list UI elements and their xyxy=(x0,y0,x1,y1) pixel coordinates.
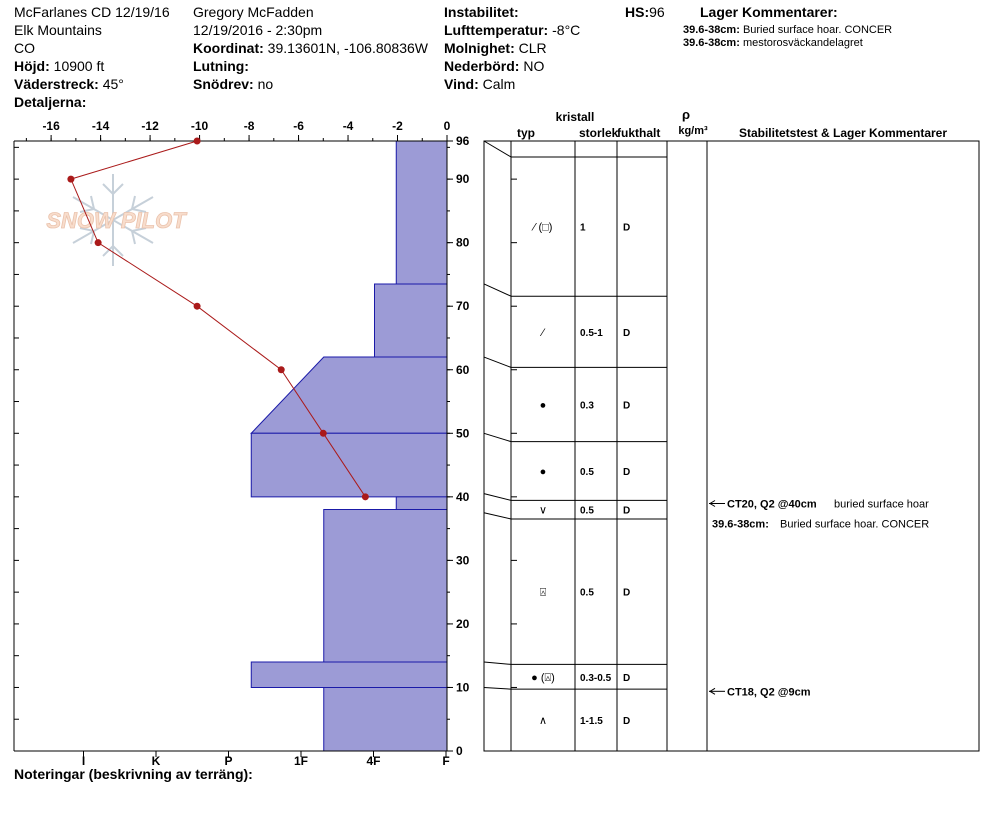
layer-grain-3: ● xyxy=(539,466,547,479)
air-temperature: Lufttemperatur: -8°C xyxy=(444,22,581,38)
depth-tick-label: 96 xyxy=(456,134,470,148)
layer-connector-2 xyxy=(484,357,511,367)
instability: Instabilitet: xyxy=(444,4,519,20)
temperature-point-1 xyxy=(67,176,74,183)
layer-connector-4 xyxy=(484,494,511,501)
snow-drift: Snödrev: no xyxy=(193,76,274,92)
layer-size-5: 0.5 xyxy=(580,587,594,599)
temperature-point-4 xyxy=(278,366,285,373)
header-density-unit: kg/m³ xyxy=(678,125,708,137)
depth-tick-label: 20 xyxy=(456,616,470,631)
elevation: Höjd: 10900 ft xyxy=(14,58,105,74)
depth-tick-label: 0 xyxy=(456,744,463,758)
depth-tick-label: 70 xyxy=(456,299,470,314)
temperature-point-5 xyxy=(320,430,327,437)
temp-tick-label: 0 xyxy=(443,119,451,133)
depth-tick-label: 10 xyxy=(456,680,470,695)
temperature-point-0 xyxy=(194,138,201,145)
depth-tick-label: 90 xyxy=(456,172,470,187)
temperature-point-2 xyxy=(95,239,102,246)
layer-grain-4: ∨ xyxy=(538,504,548,517)
layer-size-1: 0.5-1 xyxy=(580,327,603,339)
hardness-layer-5 xyxy=(324,510,447,663)
layer-connector-3 xyxy=(484,433,511,441)
wind: Vind: Calm xyxy=(444,76,516,92)
temperature-point-6 xyxy=(362,493,369,500)
header-rho: ρ xyxy=(681,107,691,122)
header-size: storlek xyxy=(579,126,619,140)
snow-height: HS:96 xyxy=(625,4,665,20)
datetime: 12/19/2016 - 2:30pm xyxy=(193,22,323,38)
coordinates: Koordinat: 39.13601N, -106.80836W xyxy=(193,40,428,56)
watermark-text: SNOW PILOT xyxy=(46,208,186,233)
hardness-tick-label: F xyxy=(442,754,450,768)
layer-grain-2: ● xyxy=(539,399,547,412)
layer-moisture-0: D xyxy=(623,222,631,234)
layer-table xyxy=(484,107,979,751)
hardness-profile xyxy=(251,141,447,751)
layer-note-label: 39.6-38cm: xyxy=(712,518,769,531)
sky-cover: Molnighet: CLR xyxy=(444,40,547,56)
layer-connector-5 xyxy=(484,513,511,519)
layer-size-4: 0.5 xyxy=(580,505,594,517)
hardness-layer-6 xyxy=(251,662,447,687)
layer-comments-title: Lager Kommentarer: xyxy=(700,4,838,20)
depth-tick-label: 30 xyxy=(456,553,470,568)
depth-tick-label: 40 xyxy=(456,489,470,504)
layer-connector-7 xyxy=(484,687,511,689)
state: CO xyxy=(14,40,35,56)
depth-tick-label: 80 xyxy=(456,235,470,250)
details-label: Detaljerna: xyxy=(14,94,87,110)
header-type: typ xyxy=(517,126,535,140)
layer-comment-2: 39.6-38cm: mestorosväckandelagret xyxy=(683,37,863,49)
layer-note-text: Buried surface hoar. CONCER xyxy=(780,518,930,531)
temp-tick-label: -6 xyxy=(293,119,304,133)
notes-label: Noteringar (beskrivning av terräng): xyxy=(14,766,253,782)
header-moisture: fukthalt xyxy=(617,126,661,140)
temperature-point-3 xyxy=(194,303,201,310)
temp-tick-label: -8 xyxy=(243,119,255,133)
observer: Gregory McFadden xyxy=(193,4,314,20)
layer-size-6: 0.3-0.5 xyxy=(580,672,612,684)
layer-connector-0 xyxy=(484,141,511,157)
hardness-layer-4 xyxy=(396,497,447,510)
hardness-tick-label: 4F xyxy=(366,754,381,768)
layer-size-7: 1-1.5 xyxy=(580,716,603,728)
layer-size-3: 0.5 xyxy=(580,467,594,479)
layer-moisture-2: D xyxy=(623,400,631,412)
layer-comment-1: 39.6-38cm: Buried surface hoar. CONCER xyxy=(683,24,893,36)
temp-tick-label: -14 xyxy=(91,119,110,133)
table-frame xyxy=(484,141,979,751)
temp-tick-label: -10 xyxy=(190,119,209,133)
aspect: Väderstreck: 45° xyxy=(14,76,124,92)
layer-connector-1 xyxy=(484,284,511,296)
layer-moisture-5: D xyxy=(623,587,631,599)
stability-test-comment-0: buried surface hoar xyxy=(834,498,929,511)
precipitation: Nederbörd: NO xyxy=(444,58,545,74)
layer-connector-6 xyxy=(484,662,511,664)
site-title: McFarlanes CD 12/19/16 xyxy=(14,4,170,20)
temp-tick-label: -2 xyxy=(392,119,403,133)
snowpilot-watermark xyxy=(46,174,187,266)
layer-moisture-7: D xyxy=(623,716,631,728)
layer-moisture-3: D xyxy=(623,467,631,479)
hardness-tick-label: 1F xyxy=(293,754,309,768)
layer-grain-7: ∧ xyxy=(538,715,548,728)
hardness-layer-7 xyxy=(324,687,447,751)
header-crystal: kristall xyxy=(555,110,595,124)
layer-moisture-6: D xyxy=(623,672,631,684)
depth-tick-label: 50 xyxy=(456,426,470,441)
layer-moisture-4: D xyxy=(623,505,631,517)
layer-grain-1: ⁄ xyxy=(542,326,544,339)
layer-grain-6: ● (⍓) xyxy=(531,671,555,684)
hardness-tick-label: I xyxy=(81,754,86,768)
temp-tick-label: -12 xyxy=(141,119,159,133)
header-stability: Stabilitetstest & Lager Kommentarer xyxy=(738,126,948,140)
hardness-tick-label: K xyxy=(151,754,161,768)
layer-grain-5: ⍓ xyxy=(539,586,547,599)
temp-tick-label: -4 xyxy=(342,119,354,133)
layer-grain-0: ⁄ (□) xyxy=(533,221,553,234)
depth-tick-label: 60 xyxy=(456,362,470,377)
hardness-layer-0 xyxy=(396,141,447,284)
stability-test-label-1: CT18, Q2 @9cm xyxy=(727,686,811,699)
temp-tick-label: -16 xyxy=(42,119,60,133)
slope: Lutning: xyxy=(193,58,249,74)
hardness-layer-1 xyxy=(375,284,448,357)
hardness-layer-3 xyxy=(251,433,447,497)
layer-size-0: 1 xyxy=(580,222,586,234)
layer-moisture-1: D xyxy=(623,327,631,339)
mountain-range: Elk Mountains xyxy=(14,22,102,38)
stability-test-label-0: CT20, Q2 @40cm xyxy=(727,498,817,511)
hardness-tick-label: P xyxy=(224,754,233,768)
layer-size-2: 0.3 xyxy=(580,400,594,412)
